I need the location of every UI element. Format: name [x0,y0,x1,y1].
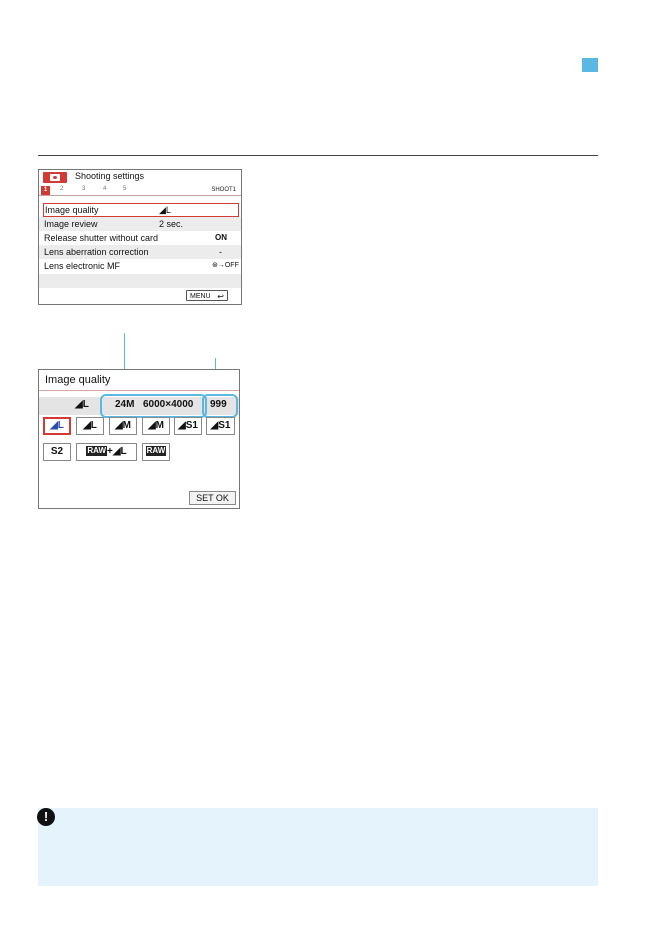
menu-row-release-shutter[interactable] [44,231,238,245]
tab-2[interactable]: 2 [60,186,64,192]
tab-group-label: SHOOT1 [211,187,236,193]
ok-label: OK [215,493,229,503]
menu-row-image-quality[interactable] [43,203,239,217]
quality-option-small1-fine[interactable]: ◢S1 [174,417,202,435]
menu-row-value: ON [215,233,227,242]
quality-option-medium-normal[interactable]: ◢M [142,417,170,435]
section-rule [38,155,598,156]
dimensions-value: 6000×4000 [143,399,194,410]
camera-icon [43,172,67,183]
menu-row-label: Lens electronic MF [44,261,121,271]
menu-row-value: ⊛→OFF [212,262,239,269]
megapixels-value: 24M [115,399,135,410]
tab-5[interactable]: 5 [123,186,127,192]
menu-row-label: Lens aberration correction [44,247,149,257]
menu-row-lens-aberration[interactable] [44,245,238,259]
menu-row-lens-electronic-mf[interactable] [44,259,238,273]
screen-title: Shooting settings [75,171,145,181]
shots-highlight [202,394,238,418]
raw-badge: RAW [146,446,166,456]
menu-row-image-review[interactable] [44,217,238,231]
menu-row-label: Image review [44,219,98,229]
tab-strip [39,186,241,196]
quality-icon: ◢L [75,399,89,410]
quality-option-raw-plus-large[interactable] [76,443,137,461]
menu-row-value: ◢L [159,205,171,215]
menu-row-label: Release shutter without card [44,233,159,243]
raw-badge: RAW [87,446,107,456]
quality-option-s2[interactable]: S2 [43,443,71,461]
return-icon: ↩ [217,292,224,301]
menu-row-value: 2 sec. [159,219,184,229]
quality-option-large-fine[interactable]: ◢L [43,417,71,435]
menu-button-label: MENU [190,293,211,300]
screen-header [39,170,241,184]
menu-row-value: - [219,247,222,257]
tab-4[interactable]: 4 [103,186,107,192]
quality-option-small1-normal[interactable]: ◢S1 [206,417,235,435]
screen-title: Image quality [45,374,111,386]
caution-box [38,808,598,886]
quality-option-large-normal[interactable]: ◢L [76,417,104,435]
caution-icon: ! [37,808,55,826]
raw-plus-label: +◢L [107,446,127,457]
chapter-tab-marker [582,58,598,72]
tab-1[interactable]: 1 [41,186,50,195]
menu-return-button[interactable] [186,290,228,301]
quality-option-raw[interactable] [142,443,170,461]
set-label: SET [196,493,214,503]
image-quality-screen [38,369,240,509]
tab-3[interactable]: 3 [82,186,86,192]
shooting-settings-screen [38,169,242,305]
set-ok-button[interactable] [189,491,236,505]
menu-row-label: Image quality [45,205,99,215]
quality-option-medium-fine[interactable]: ◢M [109,417,137,435]
resolution-highlight [100,394,207,418]
shots-remaining: 999 [210,399,227,410]
